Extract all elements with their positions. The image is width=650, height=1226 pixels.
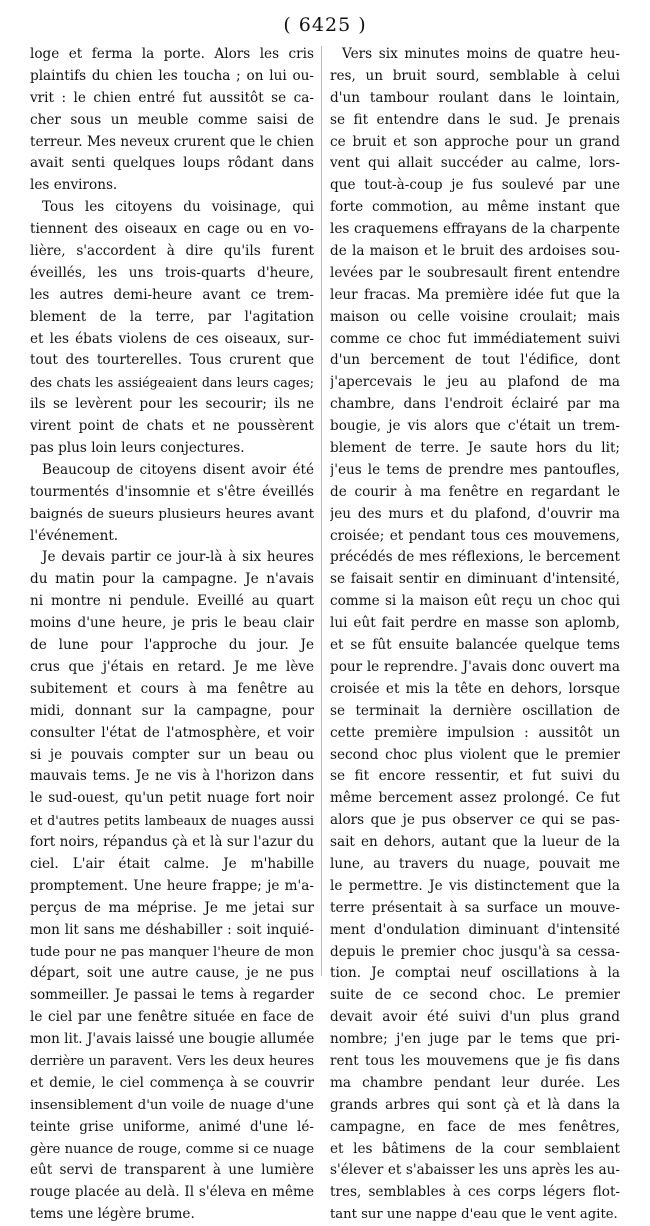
text-line: eût servi de transparent à une lumière [30, 1162, 314, 1179]
text-line: lui eût fait perdre en masse son aplomb, [330, 615, 620, 632]
text-line: pour le reprendre. J'avais donc ouvert ma [330, 658, 620, 675]
text-line: chambre, dans l'endroit éclairé par ma [330, 396, 620, 413]
text-line: ni montre ni pendule. Eveillé au quart [30, 593, 314, 610]
text-line: croisée et mis la tête en dehors, lorsque [330, 680, 620, 697]
text-line: comme si la maison eût reçu un choc qui [330, 593, 620, 610]
text-line: le sud-ouest, qu'un petit nuage fort noir [30, 790, 314, 807]
text-line: bougie, je vis alors que c'était un trem- [330, 418, 620, 435]
text-line: cher sous un meuble comme saisi de [30, 111, 314, 128]
text-line: se fit encore ressentir, et fut suivi du [330, 768, 620, 785]
text-line: tion. Je comptai neuf oscillations à la [330, 965, 620, 982]
text-line: campagne, en face de mes fenêtres, [330, 1118, 620, 1135]
text-line: maison ou celle voisine croulait; mais [330, 308, 620, 325]
text-line: tourmentés d'insomnie et s'être éveillés [30, 483, 314, 500]
text-line: et d'autres petits lambeaux de nuages aussi [30, 813, 314, 829]
text-line: mauvais tems. Je ne vis à l'horizon dans [30, 768, 314, 785]
text-line: grands arbres qui sont çà et là dans la [330, 1096, 620, 1113]
text-line: nombre; j'en juge par le tems que pri- [330, 1031, 620, 1048]
text-line: si je pouvais compter sur un beau ou [30, 746, 314, 763]
text-line: j'apercevais le jeu au plafond de ma [330, 374, 620, 391]
text-line: promptement. Une heure frappe; je m'a- [30, 877, 314, 894]
text-line: vent qui allait succéder au calme, lors- [330, 155, 620, 172]
text-line: de courir à ma fenêtre en regardant le [330, 483, 620, 500]
text-line: crus que j'étais en retard. Je me lève [30, 658, 314, 675]
text-line: que tout-à-coup je fus soulevé par une [330, 177, 620, 194]
text-line: levées par le soubresault firent entendre [330, 264, 620, 281]
text-line: virent point de chats et ne poussèrent [30, 418, 314, 435]
text-line: le ciel par une fenêtre située en face de [30, 1009, 314, 1026]
text-line: ce bruit et son approche pour un grand [330, 133, 620, 150]
text-line: du matin pour la campagne. Je n'avais [30, 571, 314, 588]
text-line: avait senti quelques loups rôdant dans [30, 155, 314, 172]
text-line: forte commotion, au même instant que [330, 199, 620, 216]
text-line: de lune pour l'approche du jour. Je [30, 637, 314, 654]
text-line: alors que je pus observer ce qui se pas- [330, 812, 620, 829]
text-line: consulter l'état de l'atmosphère, et voir [30, 724, 314, 741]
text-line: suite de ce second choc. Le premier [330, 987, 620, 1004]
text-line: tres, semblables à ces corps légers flot- [330, 1184, 620, 1201]
text-line: tems une légère brume. [30, 1206, 195, 1223]
text-line: et les bâtimens de la cour semblaient [330, 1140, 620, 1157]
text-line: comme ce choc fut immédiatement suivi [330, 330, 620, 347]
text-line: mon lit. J'avais laissé une bougie allumée [30, 1031, 314, 1048]
text-line: rent tous les mouvemens que je fis dans [330, 1052, 620, 1069]
text-line: et demie, le ciel commença à se couvrir [30, 1074, 314, 1091]
right-column [330, 44, 620, 1226]
text-line: les autres demi-heure avant ce trem- [30, 286, 314, 303]
text-line: de la maison et le bruit des ardoises sou- [330, 243, 620, 260]
page-number: ( 6425 ) [283, 14, 367, 36]
text-line: ils se levèrent pour les secourir; ils ne [30, 396, 314, 413]
text-line: les craquemens effrayans de la charpente [330, 221, 620, 238]
text-line: et les ébats violens de ces oiseaux, sur- [30, 330, 314, 347]
text-line: lune, au travers du nuage, pouvait me [330, 855, 620, 872]
column-divider [321, 46, 322, 976]
text-line: précédés de mes réflexions, le bercement [330, 549, 620, 566]
text-line: les environs. [30, 177, 118, 194]
text-line: se terminait la dernière oscillation de [330, 702, 620, 719]
text-line: Tous les citoyens du voisinage, qui [42, 199, 314, 216]
text-line: baignés de sueurs plusieurs heures avant [30, 506, 314, 522]
text-line: s'élever et s'abaisser les uns après les au- [330, 1162, 620, 1179]
text-line: Beaucoup de citoyens disent avoir été [42, 461, 314, 478]
text-line: blement de la terre, par l'agitation [30, 308, 314, 325]
text-line: second choc plus violent que le premier [330, 746, 620, 763]
text-line: même bercement assez prolongé. Ce fut [330, 790, 620, 807]
text-line: et se fût ensuite balancée quelque tems [330, 637, 620, 654]
text-line: vrit : le chien entré fut aussitôt se ca- [30, 89, 314, 106]
text-line: éveillés, les uns trois-quarts d'heure, [30, 264, 314, 281]
text-line: pas plus loin leurs conjectures. [30, 440, 245, 457]
text-line: devait avoir été suivi d'un plus grand [330, 1009, 620, 1026]
text-line: ciel. L'air était calme. Je m'habille [30, 855, 314, 872]
text-line: terreur. Mes neveux crurent que le chien [30, 133, 314, 150]
text-line: des chats les assiégeaient dans leurs cages; [30, 375, 314, 391]
text-line: départ, soit une autre cause, je ne pus [30, 965, 314, 982]
text-line: tant sur une nappe d'eau que le vent agite. [330, 1207, 618, 1223]
text-line: j'eus le tems de prendre mes pantoufles, [330, 461, 620, 478]
text-line: insensiblement d'un voile de nuage d'une [30, 1097, 314, 1113]
text-line: sommeiller. Je passai le tems à regarder [30, 987, 314, 1004]
text-line: fort noirs, répandus çà et là sur l'azur du [30, 834, 314, 851]
text-line: mon lit sans me déshabiller : soit inquié- [30, 921, 314, 938]
text-line: l'événement. [30, 527, 119, 544]
text-line: le permettre. Je vis distinctement que la [330, 877, 620, 894]
text-line: Je devais partir ce jour-là à six heures [42, 549, 314, 566]
text-line: tout des tourterelles. Tous crurent que [30, 352, 314, 369]
text-line: perçus de ma méprise. Je me jetai sur [30, 899, 314, 916]
left-column [30, 44, 314, 1226]
text-line: jeu des murs et du plafond, d'ouvrir ma [330, 505, 620, 522]
text-line: res, un bruit sourd, semblable à celui [330, 67, 620, 84]
text-line: plaintifs du chien les toucha ; on lui ou- [30, 67, 314, 84]
text-line: derrière un paravent. Vers les deux heures [30, 1053, 314, 1069]
text-line: loge et ferma la porte. Alors les cris [30, 46, 314, 62]
text-line: sait en dehors, autant que la lueur de la [330, 834, 620, 851]
text-line: tude pour ne pas manquer l'heure de mon [30, 944, 314, 960]
text-line: se fit entendre dans le sud. Je prenais [330, 111, 620, 128]
text-line: lière, s'accordent à dire qu'ils furent [30, 243, 314, 260]
text-line: ment d'ondulation diminuant d'intensité [330, 921, 620, 938]
text-line: d'un tambour roulant dans le lointain, [330, 89, 620, 106]
text-line: terre présentait à sa surface un mouve- [330, 899, 620, 916]
text-line: moins d'une heure, je pris le beau clair [30, 615, 314, 632]
text-line: midi, donnant sur la campagne, pour [30, 702, 314, 719]
text-line: gère nuance de rouge, comme si ce nuage [30, 1141, 314, 1157]
text-line: d'un bercement de tout l'édifice, dont [330, 352, 620, 369]
text-line: ma chambre pendant leur durée. Les [330, 1074, 620, 1091]
text-line: se faisait sentir en diminuant d'intensité, [330, 571, 620, 588]
text-line: subitement et cours à ma fenêtre au [30, 680, 314, 697]
text-line: tiennent des oiseaux en cage ou en vo- [30, 221, 314, 238]
text-line: depuis le premier choc jusqu'à sa cessa- [330, 943, 620, 960]
text-line: blement de terre. Je saute hors du lit; [330, 440, 620, 457]
text-line: leur fracas. Ma première idée fut que la [330, 286, 620, 303]
text-line: Vers six minutes moins de quatre heu- [342, 46, 620, 62]
text-line: rouge placée au delà. Il s'éleva en même [30, 1184, 314, 1201]
text-line: croisée; et pendant tous ces mouvemens, [330, 527, 620, 544]
text-line: teinte grise uniforme, animé d'une lé- [30, 1118, 314, 1135]
text-line: cette première impulsion : aussitôt un [330, 724, 620, 741]
